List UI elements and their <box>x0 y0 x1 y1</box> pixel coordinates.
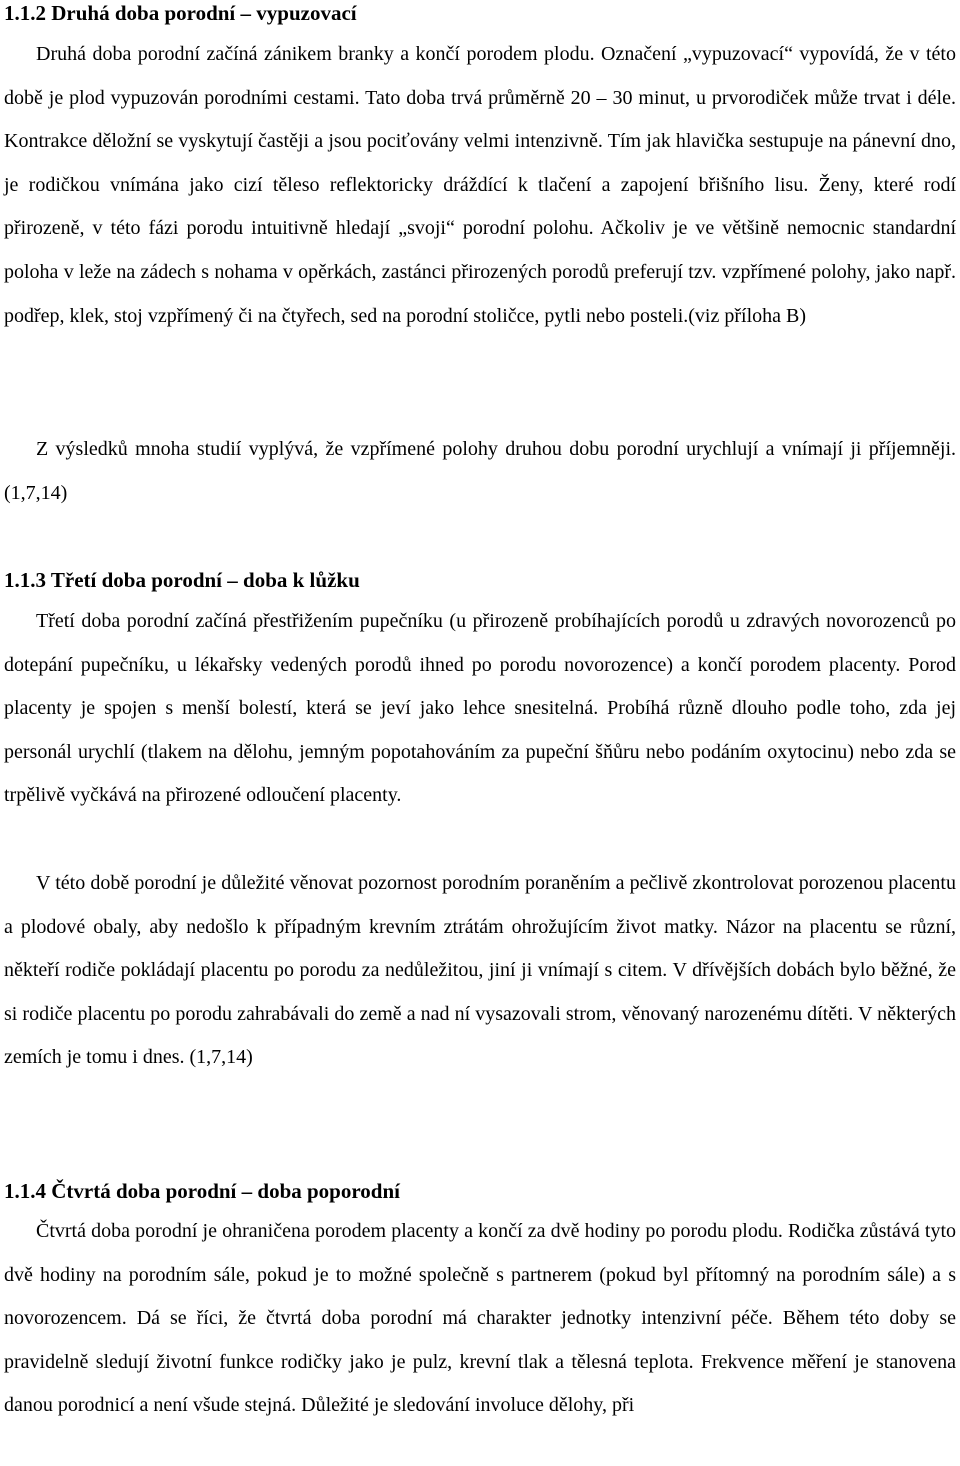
section-heading-1-1-4: 1.1.4 Čtvrtá doba porodní – doba poporodní <box>4 1179 400 1203</box>
section-heading-1-1-3: 1.1.3 Třetí doba porodní – doba k lůžku <box>4 568 360 592</box>
paragraph-second-stage-studies: Z výsledků mnoha studií vyplývá, že vzpřímené polohy druhou dobu porodní urychlují a vnímají ji příjemněji. (1,7,14) <box>4 438 956 504</box>
section-heading-1-1-2: 1.1.2 Druhá doba porodní – vypuzovací <box>4 1 357 25</box>
paragraph-third-stage-intro: Třetí doba porodní začíná přestřižením pupečníku (u přirozeně probíhajících porodů u zdravých novorozenců po dotepání pupečníku, u lékařsky vedených porodů ihned po porodu novorozence) a končí porodem placenty. Porod placenty je spojen s menší bolestí, která se jeví jako lehce snesitelná. Probíhá různě dlouho podle toho, zda jej personál urychlí (tlakem na dělohu, jemným popotahováním za pupeční šňůru nebo podáním oxytocinu) nebo zda se trpělivě vyčkává na přirozené odloučení placenty. <box>4 610 956 807</box>
paragraph-fourth-stage-intro: Čtvrtá doba porodní je ohraničena porodem placenty a končí za dvě hodiny po porodu plodu. Rodička zůstává tyto dvě hodiny na porodním sále, pokud je to možné společně s partnerem (pokud byl přítomný na porodním sále) a s novorozencem. Dá se říci, že čtvrtá doba porodní má charakter jednotky intenzivní péče. Během této doby se pravidelně sledují životní funkce rodičky jako je pulz, krevní tlak a tělesná teplota. Frekvence měření je stanovena danou porodnicí a není všude stejná. Důležité je sledování involuce dělohy, při <box>4 1220 956 1417</box>
paragraph-third-stage-placenta: V této době porodní je důležité věnovat pozornost porodním poraněním a pečlivě zkontrolovat porozenou placentu a plodové obaly, aby nedošlo k případným krevním ztrátám ohrožujícím život matky. Názor na placentu se různí, někteří rodiče pokládají placentu po porodu za nedůležitou, jiní ji vnímají s citem. V dřívějších dobách bylo běžné, že si rodiče placentu po porodu zahrabávali do země a nad ní vysazovali strom, věnovaný narozenému dítěti. V některých zemích je tomu i dnes. (1,7,14) <box>4 872 956 1069</box>
paragraph-second-stage-intro: Druhá doba porodní začíná zánikem branky a končí porodem plodu. Označení „vypuzovací“ vypovídá, že v této době je plod vypuzován porodními cestami. Tato doba trvá průměrně 20 – 30 minut, u prvorodiček může trvat i déle. Kontrakce děložní se vyskytují častěji a jsou pociťovány velmi intenzivně. Tím jak hlavička sestupuje na pánevní dno, je rodičkou vnímána jako cizí těleso reflektoricky dráždící k tlačení a zapojení břišního lisu. Ženy, které rodí přirozeně, v této fázi porodu intuitivně hledají „svoji“ porodní polohu. Ačkoliv je ve většině nemocnic standardní poloha v leže na zádech s nohama v opěrkách, zastánci přirozených porodů preferují tzv. vzpřímené polohy, jako např. podřep, klek, stoj vzpřímený či na čtyřech, sed na porodní stoličce, pytli nebo posteli.(viz příloha B) <box>4 43 956 327</box>
